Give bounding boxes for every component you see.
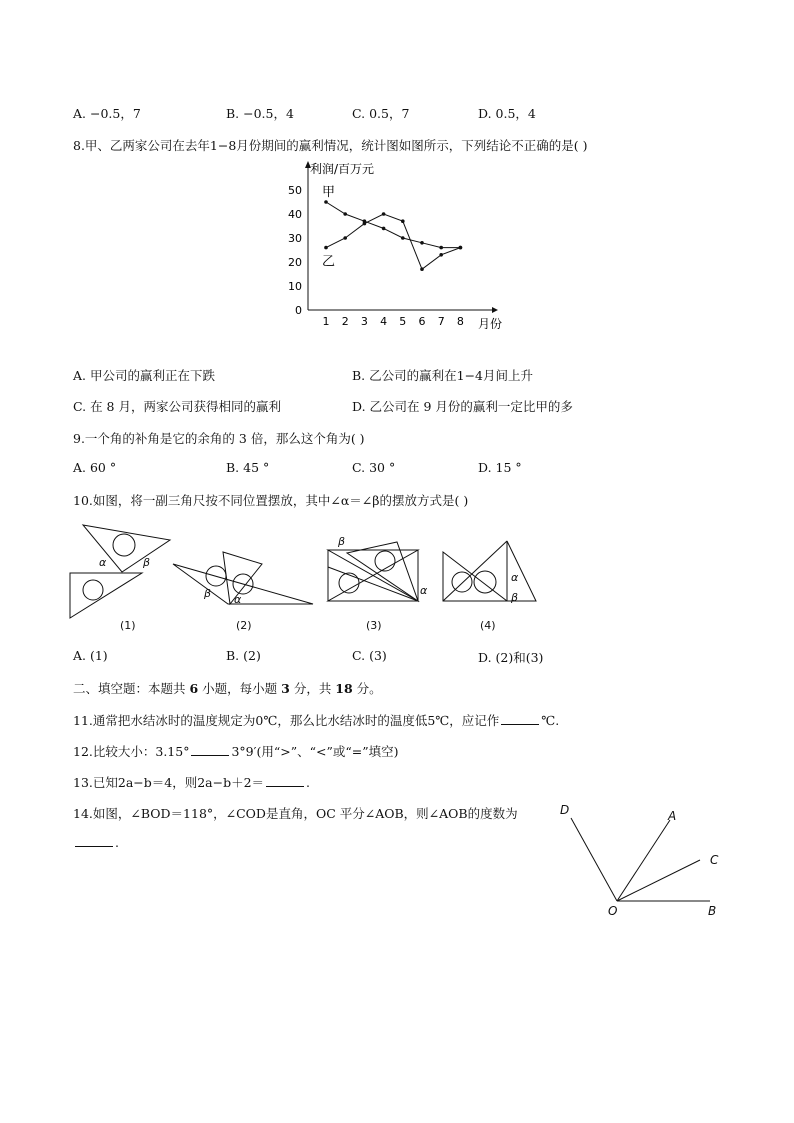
- x-tick-label: 8: [456, 315, 464, 328]
- q9-option-c: C. 30 °: [352, 460, 396, 475]
- q10-option-d: D. (2)和(3): [478, 650, 544, 665]
- fig3-alpha-label: α: [420, 584, 428, 597]
- series-point-yi: [420, 267, 424, 271]
- y-tick-label: 0: [295, 304, 302, 317]
- q10-option-b: B. (2): [226, 648, 261, 663]
- q7-option-d: D. 0.5，4: [478, 106, 536, 121]
- section-2-mid1: 小题，每小题: [198, 681, 282, 696]
- q10-stem: 10.如图，将一副三角尺按不同位置摆放，其中∠α＝∠β的摆放方式是( ): [73, 493, 469, 508]
- section-2-prefix: 二、填空题：本题共: [73, 681, 190, 696]
- fig1-alpha-label: α: [99, 556, 107, 569]
- q9-option-a: A. 60 °: [73, 460, 117, 475]
- triangle-rulers-figure: [60, 515, 550, 640]
- q11-text: 11.通常把水结冰时的温度规定为0℃，那么比水结冰时的温度低5℃，应记作: [73, 713, 500, 728]
- q10-option-c: C. (3): [352, 648, 387, 663]
- series-line-yi: [326, 214, 460, 269]
- q11-unit: ℃.: [541, 713, 560, 728]
- figure-4-label: (4): [480, 619, 496, 632]
- q7-option-b: B. −0.5，4: [226, 106, 294, 121]
- q12-tail: 3°9′(用“>”、“<”或“=”填空): [231, 744, 399, 759]
- x-tick-label: 1: [322, 315, 330, 328]
- q8-stem: 8.甲、乙两家公司在去年1−8月份期间的赢利情况，统计图如图所示，下列结论不正确的是( ): [73, 138, 588, 153]
- profit-line-chart: [280, 158, 520, 338]
- q8-option-d: D. 乙公司在 9 月份的赢利一定比甲的多: [352, 399, 573, 414]
- section-2-suffix: 分。: [352, 681, 382, 696]
- x-axis-title: 月份: [478, 317, 503, 331]
- ray-oc: [617, 860, 700, 901]
- y-tick-label: 30: [288, 232, 302, 245]
- q13: [73, 773, 310, 791]
- figure-3-label: (3): [366, 619, 382, 632]
- x-tick-label: 6: [418, 315, 426, 328]
- fig2-beta-label: β: [204, 587, 212, 600]
- series-label-yi: 乙: [322, 254, 336, 270]
- q9-option-b: B. 45 °: [226, 460, 270, 475]
- q9-option-d: D. 15 °: [478, 460, 522, 475]
- x-tick-label: 5: [399, 315, 407, 328]
- fig4-beta-label: β: [511, 591, 519, 604]
- x-tick-label: 2: [341, 315, 349, 328]
- point-b-label: B: [708, 904, 717, 918]
- figure-1: [70, 525, 170, 618]
- q11: [73, 711, 559, 729]
- series-point-yi: [382, 212, 386, 216]
- q11-answer-blank[interactable]: [501, 712, 539, 725]
- q14-answer-blank[interactable]: [75, 834, 113, 847]
- section-2-mid2: 分，共: [289, 681, 336, 696]
- y-tick-label: 20: [288, 256, 302, 269]
- q8-option-c: C. 在 8 月，两家公司获得相同的赢利: [73, 399, 281, 414]
- q8-option-a: A. 甲公司的赢利正在下跌: [73, 368, 215, 383]
- series-label-jia: 甲: [322, 185, 336, 200]
- series-line-jia: [326, 202, 460, 248]
- section-2-points-each: 3: [281, 681, 290, 696]
- angle-figure: [550, 798, 730, 923]
- series-point-jia: [382, 227, 386, 231]
- point-d-label: D: [560, 803, 570, 817]
- series-point-yi: [401, 219, 405, 223]
- q14-answer-line: [73, 834, 119, 850]
- figure-4: [443, 541, 536, 601]
- figure-2-label: (2): [236, 619, 252, 632]
- section-2-heading: [73, 679, 382, 697]
- y-tick-label: 50: [288, 184, 302, 197]
- point-o-label: O: [608, 904, 618, 918]
- fig3-beta-label: β: [338, 535, 346, 548]
- x-tick-label: 4: [380, 315, 388, 328]
- series-point-jia: [420, 241, 424, 245]
- figure-1-label: (1): [120, 619, 136, 632]
- q7-option-a: A. −0.5，7: [73, 106, 141, 121]
- x-axis-arrow: [492, 307, 498, 313]
- ray-od: [571, 818, 617, 901]
- y-tick-label: 40: [288, 208, 302, 221]
- series-point-jia: [401, 236, 405, 240]
- ray-oa: [617, 820, 670, 901]
- series-point-yi: [363, 222, 367, 226]
- section-2-total-points: 18: [335, 681, 353, 696]
- series-point-yi: [343, 236, 347, 240]
- fig2-alpha-label: α: [234, 593, 242, 606]
- x-tick-label: 3: [360, 315, 368, 328]
- y-tick-label: 10: [288, 280, 302, 293]
- point-c-label: C: [710, 853, 719, 867]
- q9-stem: 9.一个角的补角是它的余角的 3 倍，那么这个角为( ): [73, 431, 365, 446]
- series-point-yi: [439, 253, 443, 257]
- q14-tail: .: [115, 835, 119, 850]
- q12: [73, 742, 398, 760]
- q13-text: 13.已知2a−b＝4，则2a−b＋2＝: [73, 775, 265, 790]
- y-axis-title: 利润/百万元: [310, 162, 375, 176]
- series-point-jia: [343, 212, 347, 216]
- q10-option-a: A. (1): [73, 648, 108, 663]
- x-tick-label: 7: [437, 315, 445, 328]
- q13-answer-blank[interactable]: [266, 774, 304, 787]
- q12-answer-blank[interactable]: [191, 743, 229, 756]
- point-a-label: A: [668, 809, 677, 823]
- q14-stem: 14.如图，∠BOD＝118°，∠COD是直角，OC 平分∠AOB，则∠AOB的度数为: [73, 806, 518, 821]
- figure-3: [328, 542, 418, 601]
- series-point-yi: [459, 246, 463, 250]
- q8-option-b: B. 乙公司的赢利在1−4月间上升: [352, 368, 534, 383]
- section-2-question-count: 6: [189, 681, 199, 696]
- fig1-beta-label: β: [143, 556, 151, 569]
- fig4-alpha-label: α: [511, 571, 519, 584]
- series-point-jia: [439, 246, 443, 250]
- q7-option-c: C. 0.5，7: [352, 106, 410, 121]
- series-point-jia: [324, 200, 328, 204]
- series-point-yi: [324, 246, 328, 250]
- figure-2: [173, 552, 313, 604]
- q13-tail: .: [306, 775, 311, 790]
- q12-text: 12.比较大小：3.15°: [73, 744, 190, 759]
